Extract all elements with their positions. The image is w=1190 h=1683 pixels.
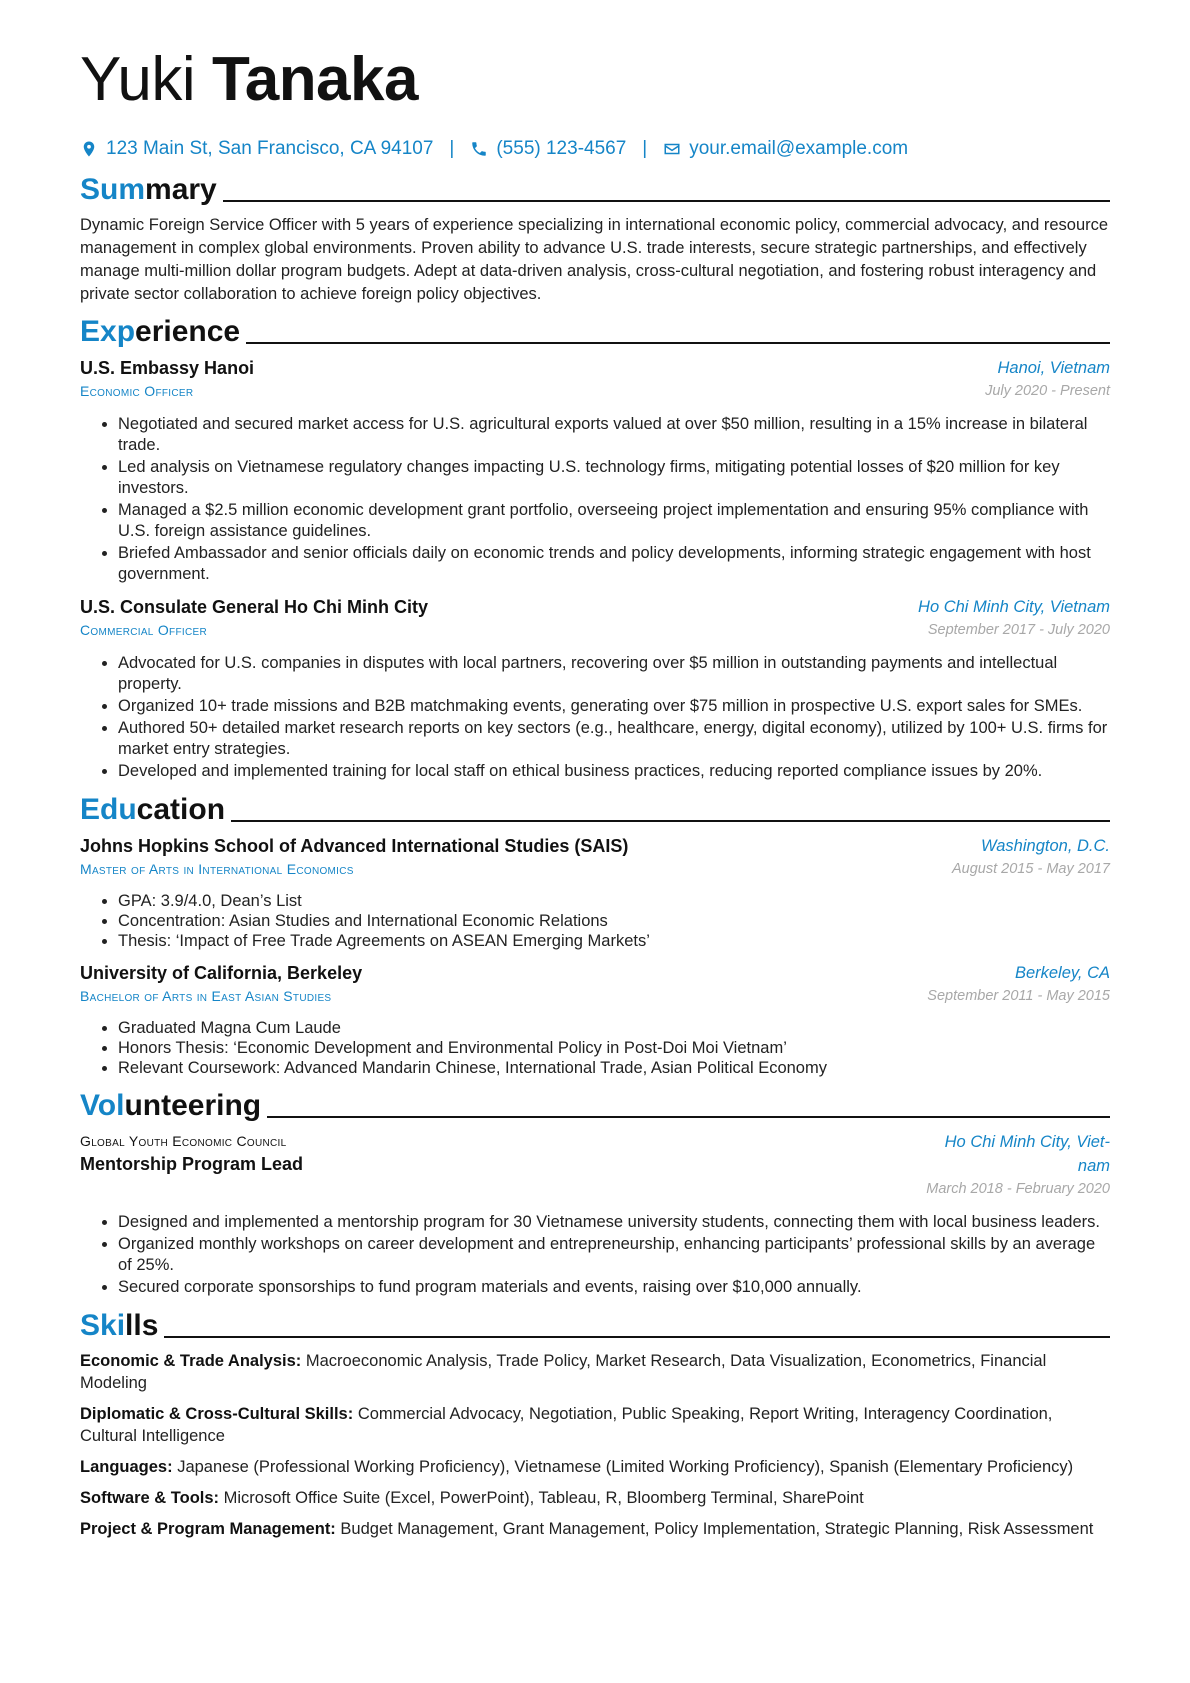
organization-name: U.S. Consulate General Ho Chi Minh City [80,597,429,617]
education-section [80,792,1110,1078]
section-heading [80,792,1110,828]
section-rule [164,1336,1110,1338]
phone-text[interactable]: (555) 123-4567 [496,138,627,159]
bullet-list [80,1212,1110,1298]
section-title: Summary [80,173,217,206]
location: Ho Chi Minh City, Vietnam [918,598,1110,616]
list-item: • Organized 10+ trade missions and B2B matchmaking events, generating over $75 million in prospective U.S. export sales for SMEs. [118,696,1110,717]
skill-label: Project & Program Management: [80,1520,336,1538]
bullet-list [80,892,1110,951]
degree: Bachelor of Arts in East Asian Studies [80,988,332,1004]
section-heading [80,1308,1110,1344]
skill-row [80,1350,1110,1394]
list-item: • Thesis: ‘Impact of Free Trade Agreements on ASEAN Emerging Markets’ [118,932,1110,951]
list-item: • Led analysis on Vietnamese regulatory changes impacting U.S. technology firms, mitigating potential losses of $20 million for key investors. [118,457,1110,499]
section-title: Education [80,793,226,826]
job-title: Economic Officer [80,383,194,399]
education-entry [80,834,1110,951]
bullet-list [80,414,1110,585]
summary-section [80,172,1110,306]
section-heading [80,1088,1110,1124]
list-item: • Secured corporate sponsorships to fund program materials and events, raising over $10,000 annually. [118,1277,1110,1298]
address-text: 123 Main St, San Francisco, CA 94107 [106,138,434,159]
first-name: Yuki [80,45,196,114]
summary-text: Dynamic Foreign Service Officer with 5 years of experience specializing in international economic policy, commercial advocacy, and resource management in complex global environments. Proven ability to advance U.S. trade interests, secure strategic partnerships, and effectively manage multi-million dollar program budgets. Adept at data-driven analysis, cross-cultural negotiation, and fostering robust interagency and private sector collaboration to achieve foreign policy objectives. [80,216,1109,303]
school-name: University of California, Berkeley [80,963,363,983]
skill-value: Commercial Advocacy, Negotiation, Public Speaking, Report Writing, Interagency Coordination, Cultural Intelligence [80,1405,1053,1445]
phone-icon [470,139,488,159]
location: Washington, D.C. [980,837,1110,855]
email-item[interactable] [663,138,908,160]
email-link[interactable]: your.email@example.com [689,138,909,159]
bullet-list [80,1019,1110,1078]
contact-separator: | [642,138,648,159]
experience-entry [80,356,1110,585]
list-item: • Negotiated and secured market access for U.S. agricultural exports valued at over $50 million, resulting in a 15% increase in bilateral trade. [118,414,1110,456]
experience-entry [80,595,1110,782]
location: Berkeley, CA [1014,964,1110,982]
date-range: August 2015 - May 2017 [952,861,1110,877]
candidate-name [80,44,1110,116]
location: Hanoi, Vietnam [997,359,1110,377]
section-rule [231,820,1110,822]
skill-row [80,1487,1110,1509]
organization-name: U.S. Embassy Hanoi [80,358,255,378]
skill-label: Economic & Trade Analysis: [80,1352,302,1370]
experience-section [80,314,1110,782]
skill-label: Software & Tools: [80,1489,220,1507]
address-item [80,138,433,160]
date-range: September 2017 - July 2020 [927,622,1110,638]
skill-row [80,1456,1110,1478]
location: Ho Chi Minh City, Viet- nam [944,1133,1110,1175]
list-item: • Relevant Coursework: Advanced Mandarin Chinese, International Trade, Asian Political Economy [118,1059,1110,1078]
skill-value: Japanese (Professional Working Proficiency), Vietnamese (Limited Working Proficiency), Spanish (Elementary Proficiency) [177,1458,1074,1476]
skill-label: Diplomatic & Cross-Cultural Skills: [80,1405,354,1423]
skill-value: Budget Management, Grant Management, Policy Implementation, Strategic Planning, Risk Assessment [340,1520,1094,1538]
skill-value: Microsoft Office Suite (Excel, PowerPoint), Tableau, R, Bloomberg Terminal, SharePoint [223,1489,864,1507]
list-item: • GPA: 3.9/4.0, Dean’s List [118,892,1110,911]
skill-value: Macroeconomic Analysis, Trade Policy, Market Research, Data Visualization, Econometrics, Financial Modeling [80,1352,1047,1392]
education-entry [80,961,1110,1078]
skills-section [80,1308,1110,1540]
list-item: • Concentration: Asian Studies and International Economic Relations [118,912,1110,931]
section-rule [223,200,1110,202]
list-item: • Developed and implemented training for local staff on ethical business practices, reducing reported compliance issues by 20%. [118,761,1110,782]
list-item: • Authored 50+ detailed market research reports on key sectors (e.g., healthcare, energy, digital economy), utilized by 100+ U.S. firms for market entry strategies. [118,718,1110,760]
section-heading [80,172,1110,208]
list-item: • Designed and implemented a mentorship program for 30 Vietnamese university students, connecting them with local business leaders. [118,1212,1110,1233]
skill-row [80,1518,1110,1540]
school-name: Johns Hopkins School of Advanced International Studies (SAIS) [80,836,629,856]
date-range: July 2020 - Present [985,383,1110,399]
contact-separator: | [449,138,455,159]
volunteer-role: Mentorship Program Lead [80,1154,304,1174]
section-title: Experience [80,315,241,348]
list-item: • Graduated Magna Cum Laude [118,1019,1110,1038]
skill-label: Languages: [80,1458,173,1476]
list-item: • Briefed Ambassador and senior officials daily on economic trends and policy developments, informing strategic engagement with host government. [118,543,1110,585]
degree: Master of Arts in International Economics [80,861,354,877]
list-item: • Managed a $2.5 million economic development grant portfolio, overseeing project implementation and ensuring 95% compliance with U.S. foreign assistance guidelines. [118,500,1110,542]
last-name: Tanaka [211,45,419,114]
envelope-icon [663,139,681,159]
job-title: Commercial Officer [80,622,207,638]
section-title: Volunteering [80,1089,262,1122]
section-heading [80,314,1110,350]
section-title: Skills [80,1309,159,1342]
volunteering-entry [80,1130,1110,1298]
map-pin-icon [80,139,98,159]
volunteering-section [80,1088,1110,1298]
date-range: March 2018 - February 2020 [926,1181,1110,1197]
phone-item[interactable] [470,138,626,160]
section-rule [267,1116,1110,1118]
list-item: • Organized monthly workshops on career development and entrepreneurship, enhancing participants’ professional skills by an average of 25%. [118,1234,1110,1276]
section-rule [246,342,1110,344]
contact-line [80,138,1110,160]
organization-name: Global Youth Economic Council [80,1133,287,1149]
date-range: September 2011 - May 2015 [927,988,1110,1004]
skill-row [80,1403,1110,1447]
bullet-list [80,653,1110,782]
list-item: • Advocated for U.S. companies in disputes with local partners, recovering over $5 million in outstanding payments and intellectual property. [118,653,1110,695]
list-item: • Honors Thesis: ‘Economic Development and Environmental Policy in Post-Doi Moi Vietnam’ [118,1039,1110,1058]
